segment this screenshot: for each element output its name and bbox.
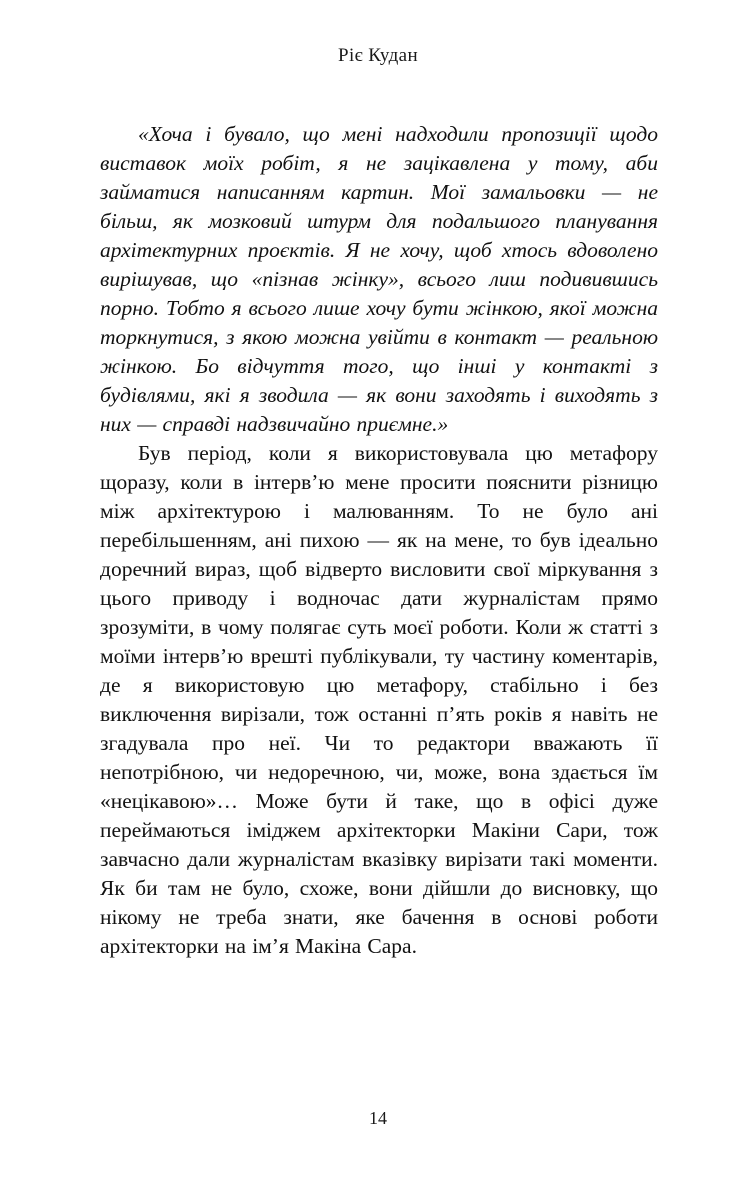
- body-paragraph: Був період, коли я використовувала цю метафору щоразу, коли в інтерв’ю мене просити пояснити різницю між архітектурою і малюванням. То не було ані перебільшенням, ані пихою — як на мене, то був ідеально доречний вираз, щоб відверто висловити свої міркування з цього приводу і водночас дати журналістам прямо зрозуміти, в чому полягає суть моєї роботи. Коли ж статті з моїми інтерв’ю врешті публікували, ту частину коментарів, де я використовую цю метафору, стабільно і без виключення вирізали, тож останні п’ять років я навіть не згадувала про неї. Чи то редактори вважають її непотрібною, чи недоречною, чи, може, вона здається їм «нецікавою»… Може бути й таке, що в офісі дуже переймаються іміджем архітекторки Макіни Сари, тож завчасно дали журналістам вказівку вирізати такі моменти. Як би там не було, схоже, вони дійшли до висновку, що нікому не треба знати, яке бачення в основі роботи архітекторки на ім’я Макіна Сара.: [100, 441, 658, 958]
- running-header-author: Ріє Кудан: [338, 45, 418, 66]
- text-block: [100, 120, 658, 961]
- quote-paragraph: «Хоча і бувало, що мені надходили пропозиції щодо виставок моїх робіт, я не зацікавлена у тому, аби займатися написанням картин. Мої замальовки — не більш, як мозковий штурм для подальшого планування архітектурних проєктів. Я не хочу, щоб хтось вдоволено вирішував, що «пізнав жінку», всього лиш подивившись порно. Тобто я всього лише хочу бути жінкою, якої можна торкнутися, з якою можна увійти в контакт — реальною жінкою. Бо відчуття того, що інші у контакті з будівлями, які я зводила — як вони заходять і виходять з них — справді надзвичайно приємне.»: [100, 122, 658, 436]
- page-number: 14: [369, 1108, 387, 1128]
